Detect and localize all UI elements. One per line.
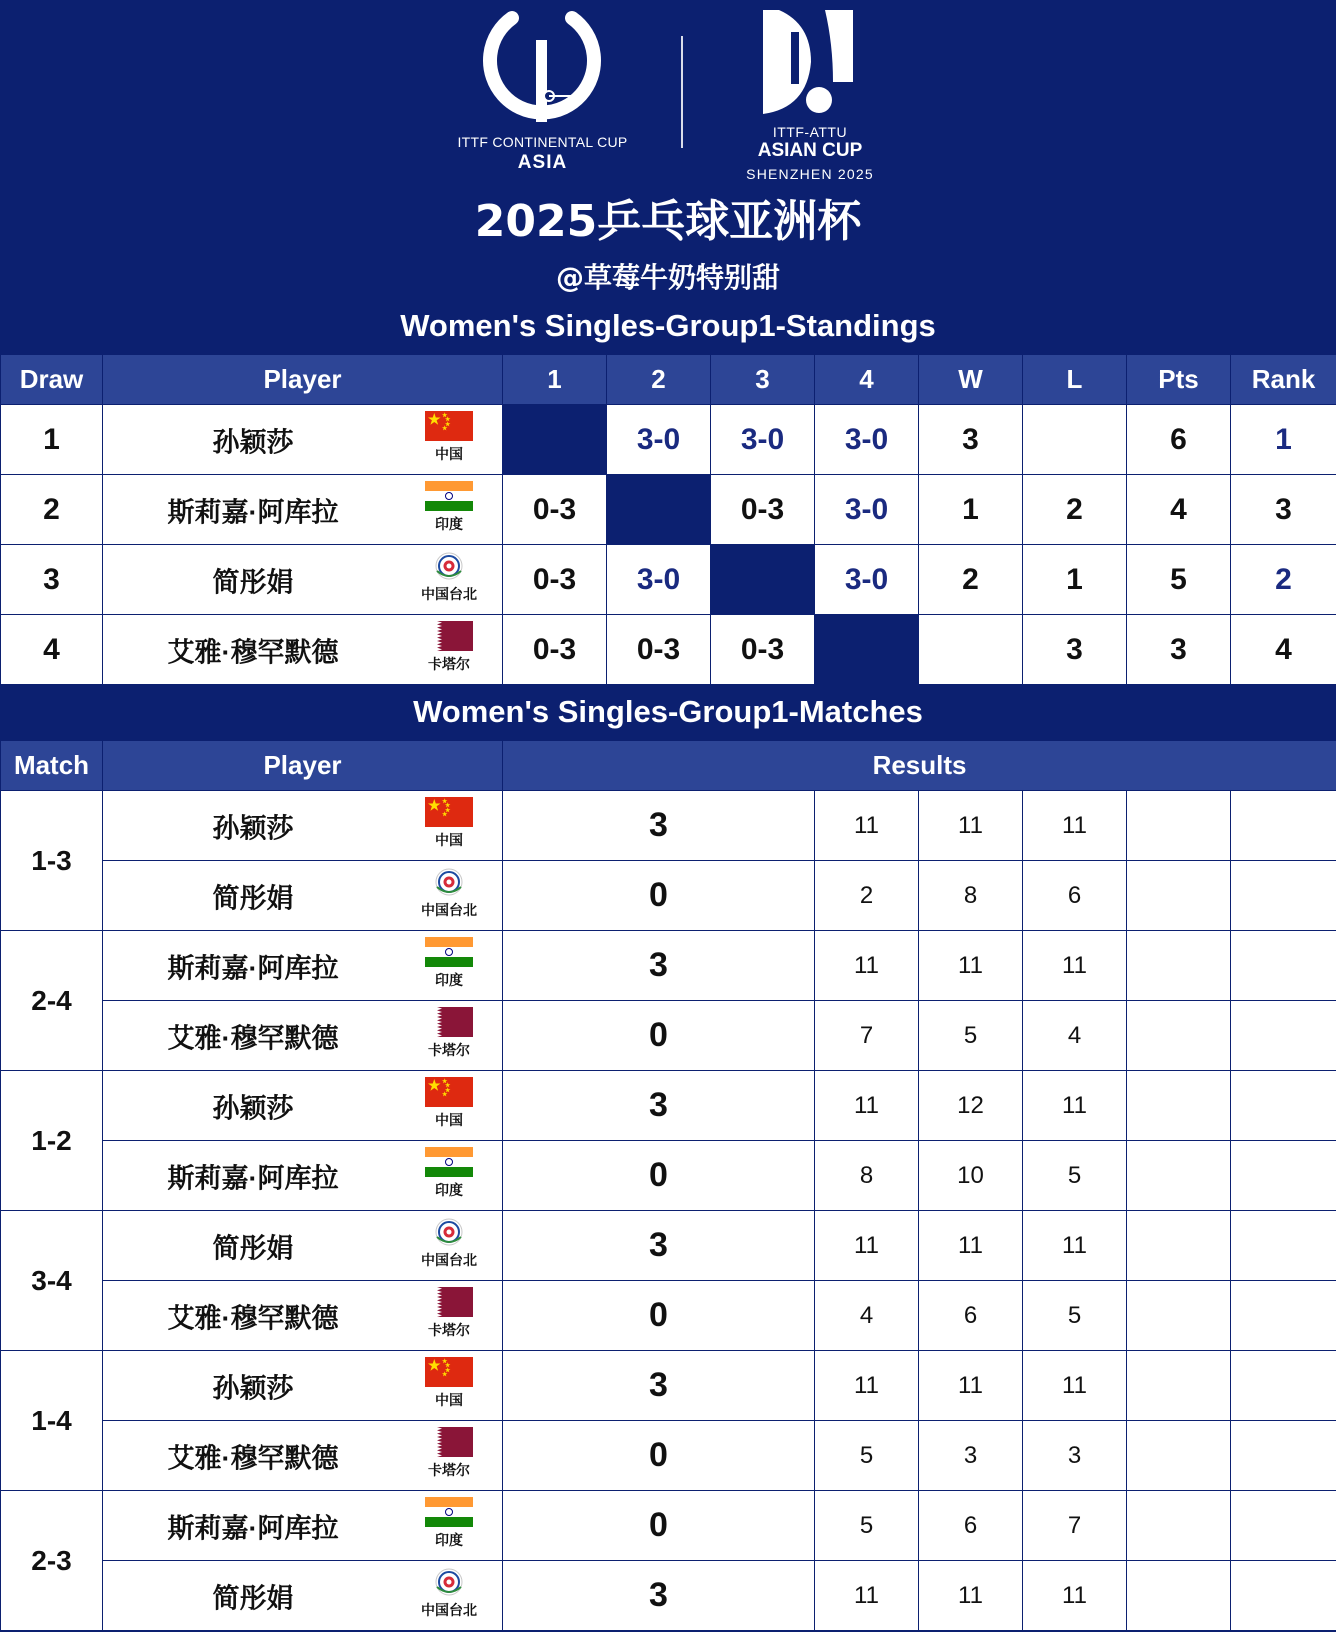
flag-in-icon	[425, 937, 473, 967]
game-score: 11	[1023, 1211, 1127, 1281]
match-id: 1-2	[1, 1071, 103, 1211]
player-country	[415, 1077, 483, 1130]
head-to-head-score: 3-0	[815, 405, 919, 475]
draw-number: 1	[1, 405, 103, 475]
self-cell	[815, 615, 919, 685]
sets-won: 3	[503, 931, 815, 1001]
player-name: 艾雅·穆罕默德	[167, 1023, 339, 1053]
head-to-head-score: 0-3	[503, 615, 607, 685]
match-player-row	[1, 1071, 1336, 1141]
game-score: 5	[815, 1491, 919, 1561]
player-cell	[103, 1071, 503, 1141]
match-player-row	[1, 1351, 1336, 1421]
continental-cup-emblem-icon	[450, 10, 635, 130]
standings-row	[1, 615, 1336, 685]
player-cell	[103, 861, 503, 931]
game-score	[1127, 1421, 1231, 1491]
game-score: 3	[1023, 1421, 1127, 1491]
player-cell	[103, 1211, 503, 1281]
standings-body	[1, 405, 1336, 685]
column-header-4: 4	[815, 355, 919, 405]
column-header-3: 3	[711, 355, 815, 405]
country-name: 中国台北	[421, 1602, 477, 1618]
game-score: 8	[919, 861, 1023, 931]
player-cell	[103, 931, 503, 1001]
game-score: 11	[815, 791, 919, 861]
game-score: 4	[1023, 1001, 1127, 1071]
flag-qa-icon	[425, 1427, 473, 1457]
header	[0, 0, 1336, 352]
match-player-row	[1, 791, 1336, 861]
game-score: 11	[815, 1351, 919, 1421]
player-country	[415, 1497, 483, 1550]
country-name: 中国台北	[421, 586, 477, 602]
game-score	[1127, 1561, 1231, 1631]
asian-cup-emblem-icon	[725, 4, 895, 122]
game-score	[1231, 1281, 1336, 1351]
player-name: 简彤娟	[212, 567, 294, 597]
match-player-row	[1, 931, 1336, 1001]
standings-header-row	[1, 355, 1336, 405]
sets-won: 3	[503, 1561, 815, 1631]
game-score: 12	[919, 1071, 1023, 1141]
country-name: 中国	[435, 446, 463, 462]
game-score	[1127, 1211, 1231, 1281]
game-score: 11	[815, 931, 919, 1001]
page-title: 2025乒乓球亚洲杯	[474, 196, 862, 247]
sets-won: 3	[503, 1071, 815, 1141]
game-score: 5	[919, 1001, 1023, 1071]
game-score: 5	[1023, 1141, 1127, 1211]
game-score: 5	[815, 1421, 919, 1491]
match-player-row	[1, 1141, 1336, 1211]
logo-divider	[681, 36, 683, 148]
draw-number: 3	[1, 545, 103, 615]
player-name: 斯莉嘉·阿库拉	[167, 497, 339, 527]
flag-tpe-icon	[425, 1567, 473, 1597]
game-score: 6	[1023, 861, 1127, 931]
player-name: 斯莉嘉·阿库拉	[167, 953, 339, 983]
points: 6	[1127, 405, 1231, 475]
head-to-head-score: 0-3	[503, 475, 607, 545]
column-header-2: 2	[607, 355, 711, 405]
flag-cn-icon: ★ ★ ★ ★ ★	[425, 411, 473, 441]
ittf-continental-cup-logo	[450, 10, 635, 175]
column-header-player: Player	[103, 355, 503, 405]
logo-right-line2: ASIAN CUP	[757, 140, 863, 161]
game-score: 11	[919, 931, 1023, 1001]
points: 5	[1127, 545, 1231, 615]
standings-row	[1, 545, 1336, 615]
player-cell	[103, 615, 503, 685]
player-country	[415, 1427, 483, 1480]
column-header-results: Results	[503, 741, 1336, 791]
sets-won: 0	[503, 1421, 815, 1491]
points: 4	[1127, 475, 1231, 545]
game-score	[1127, 1491, 1231, 1561]
player-name: 孙颖莎	[212, 1373, 294, 1403]
country-name: 印度	[435, 1182, 463, 1198]
match-player-row	[1, 1491, 1336, 1561]
game-score: 11	[815, 1211, 919, 1281]
flag-cn-icon: ★ ★ ★ ★ ★	[425, 797, 473, 827]
game-score: 11	[1023, 791, 1127, 861]
matches-body	[1, 791, 1336, 1631]
match-player-row	[1, 861, 1336, 931]
ittf-attu-asian-cup-logo	[725, 4, 895, 184]
wins: 2	[919, 545, 1023, 615]
game-score	[1127, 1281, 1231, 1351]
game-score: 6	[919, 1281, 1023, 1351]
draw-number: 4	[1, 615, 103, 685]
match-player-row	[1, 1421, 1336, 1491]
sets-won: 0	[503, 1141, 815, 1211]
player-country	[415, 481, 483, 534]
match-id: 1-4	[1, 1351, 103, 1491]
game-score: 5	[1023, 1281, 1127, 1351]
head-to-head-score: 3-0	[711, 405, 815, 475]
match-player-row	[1, 1001, 1336, 1071]
game-score	[1127, 1001, 1231, 1071]
self-cell	[711, 545, 815, 615]
logo-left-line1: ITTF CONTINENTAL CUP	[457, 134, 628, 150]
game-score	[1231, 1421, 1336, 1491]
game-score	[1127, 1141, 1231, 1211]
country-name: 卡塔尔	[428, 1462, 470, 1478]
flag-qa-icon	[425, 1007, 473, 1037]
game-score	[1231, 1561, 1336, 1631]
losses: 2	[1023, 475, 1127, 545]
matches-table	[0, 740, 1336, 1631]
player-cell	[103, 1561, 503, 1631]
logo-left-line2: ASIA	[517, 152, 568, 173]
game-score	[1127, 931, 1231, 1001]
column-header-draw: Draw	[1, 355, 103, 405]
flag-tpe-icon	[425, 867, 473, 897]
game-score	[1127, 1351, 1231, 1421]
player-name: 艾雅·穆罕默德	[167, 1443, 339, 1473]
sets-won: 0	[503, 1281, 815, 1351]
game-score: 4	[815, 1281, 919, 1351]
head-to-head-score: 0-3	[607, 615, 711, 685]
player-name: 艾雅·穆罕默德	[167, 637, 339, 667]
matches-header-row	[1, 741, 1336, 791]
country-name: 中国	[435, 1112, 463, 1128]
player-name: 简彤娟	[212, 1233, 294, 1263]
player-name: 简彤娟	[212, 1583, 294, 1613]
player-cell	[103, 475, 503, 545]
player-country	[415, 1217, 483, 1270]
player-country	[415, 867, 483, 920]
game-score: 11	[815, 1561, 919, 1631]
game-score: 11	[919, 791, 1023, 861]
game-score: 2	[815, 861, 919, 931]
game-score	[1127, 1071, 1231, 1141]
game-score: 11	[919, 1211, 1023, 1281]
standings-row	[1, 475, 1336, 545]
game-score: 7	[1023, 1491, 1127, 1561]
logo-right-line1: ITTF-ATTU	[772, 124, 848, 140]
match-player-row	[1, 1281, 1336, 1351]
flag-cn-icon: ★ ★ ★ ★ ★	[425, 1077, 473, 1107]
losses: 3	[1023, 615, 1127, 685]
game-score: 11	[1023, 931, 1127, 1001]
self-cell	[503, 405, 607, 475]
column-header-match: Match	[1, 741, 103, 791]
player-country	[415, 1357, 483, 1410]
player-country	[415, 937, 483, 990]
game-score	[1231, 861, 1336, 931]
country-name: 印度	[435, 1532, 463, 1548]
matches-title: Women's Singles-Group1-Matches	[413, 694, 923, 729]
game-score	[1231, 1141, 1336, 1211]
player-cell	[103, 1281, 503, 1351]
player-cell	[103, 545, 503, 615]
column-header-1: 1	[503, 355, 607, 405]
country-name: 中国台北	[421, 1252, 477, 1268]
game-score: 11	[1023, 1561, 1127, 1631]
game-score	[1231, 1001, 1336, 1071]
game-score: 6	[919, 1491, 1023, 1561]
sets-won: 3	[503, 791, 815, 861]
game-score	[1231, 931, 1336, 1001]
column-header-l: L	[1023, 355, 1127, 405]
player-country	[415, 621, 483, 674]
country-name: 中国	[435, 1392, 463, 1408]
column-header-rank: Rank	[1231, 355, 1336, 405]
player-name: 艾雅·穆罕默德	[167, 1303, 339, 1333]
player-country	[415, 1147, 483, 1200]
player-country	[415, 551, 483, 604]
country-name: 卡塔尔	[428, 1042, 470, 1058]
game-score	[1231, 1071, 1336, 1141]
self-cell	[607, 475, 711, 545]
flag-tpe-icon	[425, 551, 473, 581]
flag-in-icon	[425, 1497, 473, 1527]
head-to-head-score: 0-3	[711, 615, 815, 685]
flag-in-icon	[425, 1147, 473, 1177]
head-to-head-score: 0-3	[711, 475, 815, 545]
flag-tpe-icon	[425, 1217, 473, 1247]
flag-qa-icon	[425, 621, 473, 651]
column-header-pts: Pts	[1127, 355, 1231, 405]
player-cell	[103, 1421, 503, 1491]
sets-won: 3	[503, 1351, 815, 1421]
flag-cn-icon: ★ ★ ★ ★ ★	[425, 1357, 473, 1387]
flag-qa-icon	[425, 1287, 473, 1317]
wins	[919, 615, 1023, 685]
player-country	[415, 797, 483, 850]
match-id: 2-3	[1, 1491, 103, 1631]
player-cell	[103, 1001, 503, 1071]
sets-won: 0	[503, 1491, 815, 1561]
player-country	[415, 411, 483, 464]
player-country	[415, 1007, 483, 1060]
points: 3	[1127, 615, 1231, 685]
game-score: 10	[919, 1141, 1023, 1211]
game-score	[1231, 1211, 1336, 1281]
match-player-row	[1, 1211, 1336, 1281]
logo-right-line3: SHENZHEN 2025	[746, 166, 874, 182]
player-cell	[103, 791, 503, 861]
draw-number: 2	[1, 475, 103, 545]
game-score: 11	[1023, 1071, 1127, 1141]
country-name: 中国台北	[421, 902, 477, 918]
losses: 1	[1023, 545, 1127, 615]
game-score	[1231, 791, 1336, 861]
game-score: 3	[919, 1421, 1023, 1491]
country-name: 印度	[435, 516, 463, 532]
player-cell	[103, 1141, 503, 1211]
match-id: 2-4	[1, 931, 103, 1071]
column-header-w: W	[919, 355, 1023, 405]
sets-won: 0	[503, 1001, 815, 1071]
rank: 2	[1231, 545, 1336, 615]
head-to-head-score: 3-0	[815, 475, 919, 545]
flag-in-icon	[425, 481, 473, 511]
game-score	[1231, 1491, 1336, 1561]
country-name: 印度	[435, 972, 463, 988]
sets-won: 0	[503, 861, 815, 931]
head-to-head-score: 3-0	[607, 545, 711, 615]
game-score: 11	[919, 1351, 1023, 1421]
wins: 3	[919, 405, 1023, 475]
column-header-player: Player	[103, 741, 503, 791]
game-score: 8	[815, 1141, 919, 1211]
game-score	[1127, 861, 1231, 931]
match-id: 3-4	[1, 1211, 103, 1351]
head-to-head-score: 3-0	[815, 545, 919, 615]
player-country	[415, 1567, 483, 1620]
match-player-row	[1, 1561, 1336, 1631]
country-name: 卡塔尔	[428, 1322, 470, 1338]
player-name: 孙颖莎	[212, 427, 294, 457]
game-score: 11	[919, 1561, 1023, 1631]
player-name: 孙颖莎	[212, 1093, 294, 1123]
game-score: 11	[815, 1071, 919, 1141]
match-id: 1-3	[1, 791, 103, 931]
losses	[1023, 405, 1127, 475]
rank: 3	[1231, 475, 1336, 545]
country-name: 卡塔尔	[428, 656, 470, 672]
head-to-head-score: 3-0	[607, 405, 711, 475]
player-cell	[103, 405, 503, 475]
standings-row	[1, 405, 1336, 475]
game-score	[1231, 1351, 1336, 1421]
player-name: 斯莉嘉·阿库拉	[167, 1163, 339, 1193]
author-handle: @草莓牛奶特别甜	[555, 261, 780, 294]
rank: 4	[1231, 615, 1336, 685]
game-score: 7	[815, 1001, 919, 1071]
player-name: 斯莉嘉·阿库拉	[167, 1513, 339, 1543]
standings-table	[0, 354, 1336, 685]
player-name: 简彤娟	[212, 883, 294, 913]
standings-title: Women's Singles-Group1-Standings	[400, 308, 936, 343]
player-cell	[103, 1491, 503, 1561]
rank: 1	[1231, 405, 1336, 475]
game-score	[1127, 791, 1231, 861]
wins: 1	[919, 475, 1023, 545]
player-cell	[103, 1351, 503, 1421]
player-country	[415, 1287, 483, 1340]
head-to-head-score: 0-3	[503, 545, 607, 615]
country-name: 中国	[435, 832, 463, 848]
game-score: 11	[1023, 1351, 1127, 1421]
player-name: 孙颖莎	[212, 813, 294, 843]
sets-won: 3	[503, 1211, 815, 1281]
